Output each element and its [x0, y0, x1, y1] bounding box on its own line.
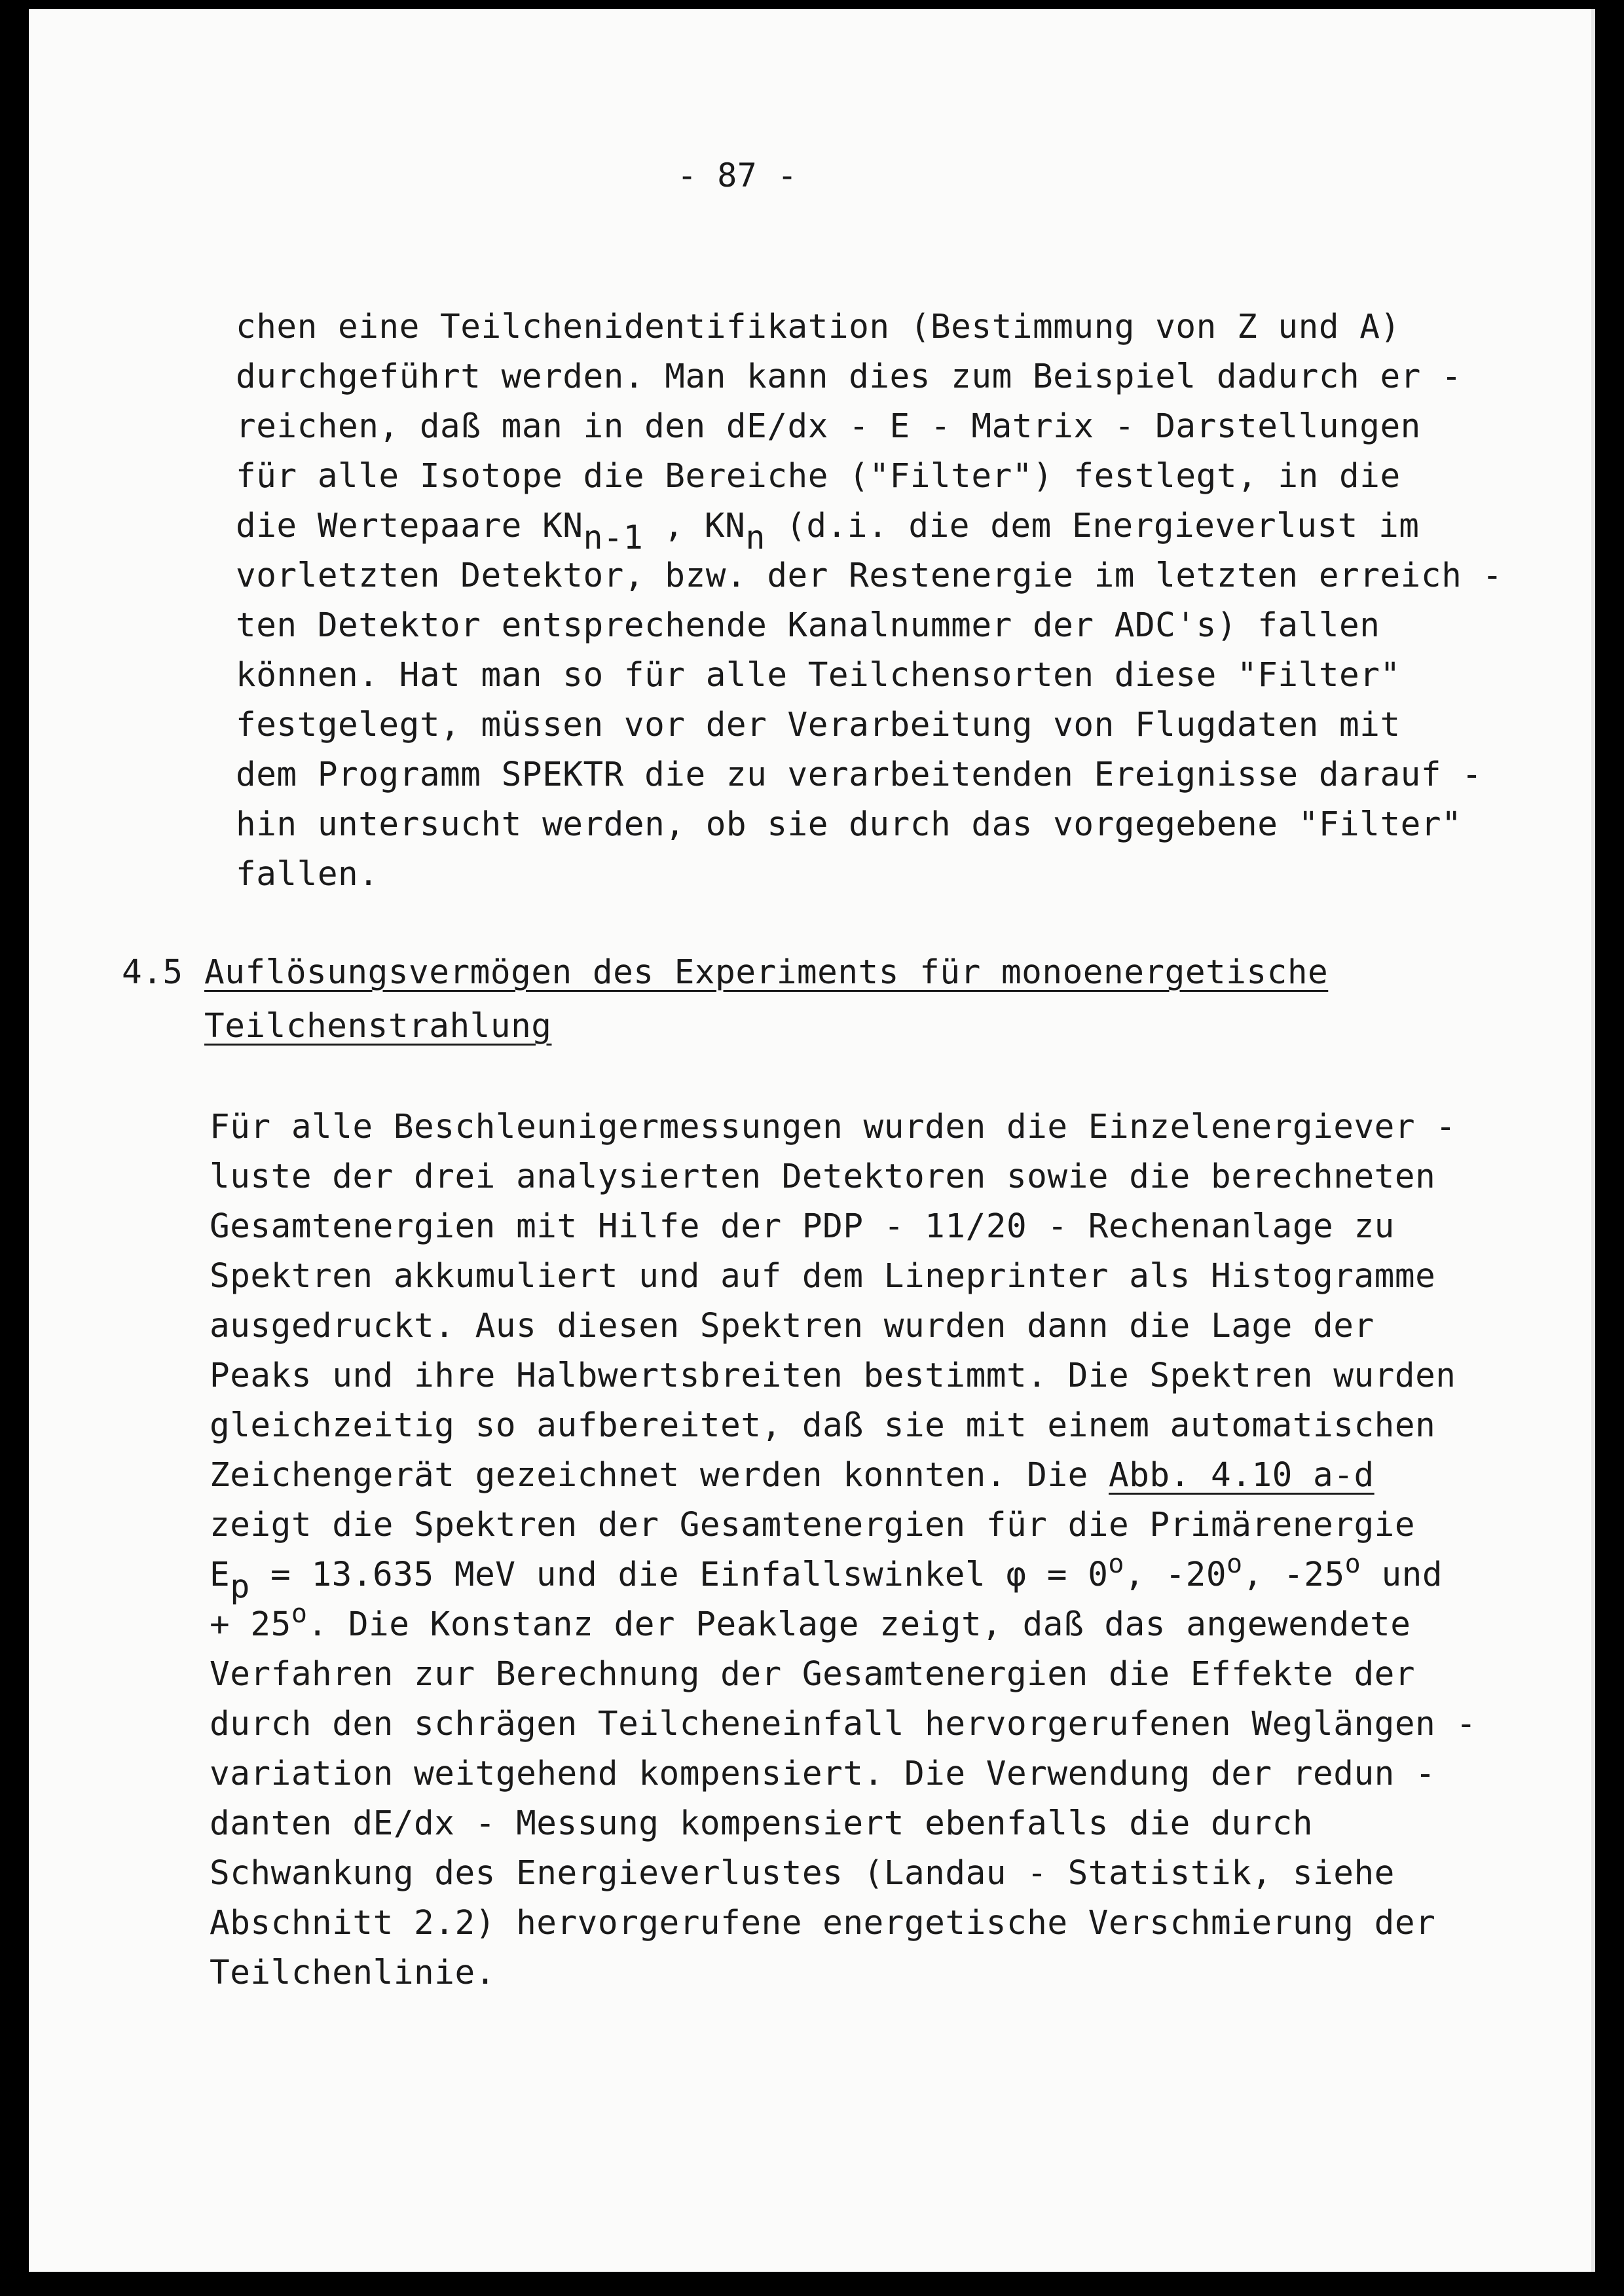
- section-title-line-2: Teilchenstrahlung: [204, 1007, 552, 1046]
- text-line: durch den schrägen Teilcheneinfall hervorgerufenen Weglängen -: [210, 1705, 1477, 1743]
- text-line: variation weitgehend kompensiert. Die Verwendung der redun -: [210, 1755, 1436, 1793]
- text-line: reichen, daß man in den dE/dx - E - Matrix - Darstellungen: [236, 407, 1421, 446]
- text-line: Gesamtenergien mit Hilfe der PDP - 11/20 - Rechenanlage zu: [210, 1207, 1395, 1246]
- text-line: chen eine Teilchenidentifikation (Bestimmung von Z und A): [236, 308, 1401, 346]
- figure-reference: Abb. 4.10 a-d: [1109, 1456, 1375, 1495]
- text-line: für alle Isotope die Bereiche ("Filter") festlegt, in die: [236, 457, 1401, 496]
- text-line: Spektren akkumuliert und auf dem Lineprinter als Histogramme: [210, 1257, 1436, 1296]
- text-line: dem Programm SPEKTR die zu verarbeitenden Ereignisse darauf -: [236, 756, 1483, 794]
- text-line: gleichzeitig so aufbereitet, daß sie mit einem automatischen: [210, 1406, 1436, 1445]
- text-line: Schwankung des Energieverlustes (Landau - Statistik, siehe: [210, 1854, 1395, 1893]
- text-line: Peaks und ihre Halbwertsbreiten bestimmt. Die Spektren wurden: [210, 1357, 1456, 1395]
- text-line: Verfahren zur Berechnung der Gesamtenergien die Effekte der: [210, 1655, 1416, 1694]
- text-line: Zeichengerät gezeichnet werden konnten. Die Abb. 4.10 a-d: [210, 1456, 1375, 1495]
- text-line: fallen.: [236, 855, 379, 894]
- text-line: Für alle Beschleunigermessungen wurden die Einzelenergiever -: [210, 1108, 1456, 1146]
- document-page: [29, 9, 1595, 2272]
- page-number: - 87 -: [677, 156, 798, 194]
- text-line: können. Hat man so für alle Teilchensorten diese "Filter": [236, 656, 1401, 695]
- text-line: die Wertepaare $KN_{n-1}$ , $KN_n$ (d.i. die dem Energieverlust im: [236, 507, 1420, 556]
- section-number: 4.5: [122, 953, 183, 992]
- text-line: Teilchenlinie.: [210, 1954, 496, 1992]
- text-line: ausgedruckt. Aus diesen Spektren wurden dann die Lage der: [210, 1307, 1375, 1345]
- text-line: festgelegt, müssen vor der Verarbeitung von Flugdaten mit: [236, 706, 1401, 744]
- text-line: $E_p = 13.635$ MeV und die Einfallswinkel $\varphi = 0^o$, -20$^o$, -25$^o$ und: [210, 1549, 1443, 1605]
- section-title-line-1: Auflösungsvermögen des Experiments für monoenergetische: [204, 953, 1329, 992]
- text-line: durchgeführt werden. Man kann dies zum Beispiel dadurch er -: [236, 357, 1462, 396]
- text-line: luste der drei analysierten Detektoren sowie die berechneten: [210, 1157, 1436, 1196]
- text-line: zeigt die Spektren der Gesamtenergien für die Primärenergie: [210, 1506, 1416, 1544]
- text-line: + $25^o$. Die Konstanz der Peaklage zeigt, daß das angewendete: [210, 1599, 1411, 1644]
- text-line: Abschnitt 2.2) hervorgerufene energetische Verschmierung der: [210, 1904, 1436, 1942]
- text-line: vorletzten Detektor, bzw. der Restenergie im letzten erreich -: [236, 556, 1503, 595]
- text-line: ten Detektor entsprechende Kanalnummer der ADC's) fallen: [236, 606, 1380, 645]
- text-line: danten dE/dx - Messung kompensiert ebenfalls die durch: [210, 1804, 1314, 1843]
- text-line: hin untersucht werden, ob sie durch das vorgegebene "Filter": [236, 805, 1462, 844]
